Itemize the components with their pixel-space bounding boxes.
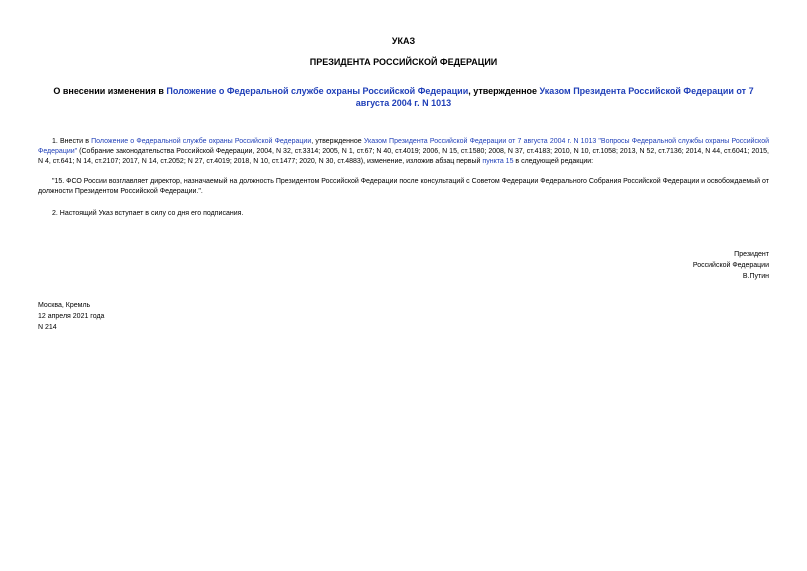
place-number: N 214 bbox=[38, 324, 57, 331]
paragraph-1-link-item-15[interactable]: пункта 15 bbox=[482, 158, 514, 165]
heading-middle: , утвержденное bbox=[468, 86, 540, 96]
paragraph-1 bbox=[38, 137, 769, 167]
place-city: Москва, Кремль bbox=[38, 302, 91, 309]
paragraph-1-mid1: , утвержденное bbox=[311, 138, 364, 145]
paragraph-1-link-decree[interactable]: Указом Президента Российской Федерации от 7 августа 2004 г. N 1013 "Вопросы Федеральной службы охраны Российской Федерации" bbox=[38, 138, 770, 155]
signature-line-2: Российской Федерации bbox=[692, 262, 769, 269]
paragraph-1-prefix: 1. Внести в bbox=[52, 138, 92, 145]
document-type-title: УКАЗ bbox=[391, 36, 416, 46]
paragraph-1-mid2: (Собрание законодательства Российской Федерации, 2004, N 32, ст.3314; 2005, N 1, ст.67; N 40, ст.4019; 2006, N 15, ст.1580; 2008, N 37, ст.4183; 2010, N 10, ст.1058; 2013, N 52, ст.7136; 2014, N 44, ст.6041; 2015, N 4, ст.641; N 14, ст.2107; 2017, N 14, ст.2052; N 27, ст.4019; 2018, N 10, ст.1477; 2020, N 30, ст.4883), изменение, изложив абзац первый bbox=[38, 148, 769, 165]
issuer-title: ПРЕЗИДЕНТА РОССИЙСКОЙ ФЕДЕРАЦИИ bbox=[309, 57, 498, 67]
signature-line-3: В.Путин bbox=[742, 273, 769, 280]
heading-link-decree[interactable]: Указом Президента Российской Федерации от 7 августа 2004 г. N 1013 bbox=[355, 86, 754, 108]
signature-line-1: Президент bbox=[734, 251, 769, 258]
document-heading bbox=[38, 85, 769, 109]
heading-link-regulation[interactable]: Положение о Федеральной службе охраны Российской Федерации bbox=[166, 86, 469, 96]
place-date-block bbox=[38, 300, 104, 333]
paragraph-1-link-regulation[interactable]: Положение о Федеральной службе охраны Российской Федерации bbox=[91, 138, 312, 145]
place-date: 12 апреля 2021 года bbox=[38, 313, 105, 320]
paragraph-1-suffix: в следующей редакции: bbox=[513, 158, 594, 165]
paragraph-3: 2. Настоящий Указ вступает в силу со дня его подписания. bbox=[52, 210, 244, 217]
heading-prefix: О внесении изменения в bbox=[53, 86, 167, 96]
paragraph-2: "15. ФСО России возглавляет директор, назначаемый на должность Президентом Российской Федерации после консультаций с Советом Федерации Федерального Собрания Российской Федерации и освобождаемый от должности Президентом Российской Федерации.". bbox=[38, 178, 769, 195]
signature-block bbox=[693, 249, 769, 282]
